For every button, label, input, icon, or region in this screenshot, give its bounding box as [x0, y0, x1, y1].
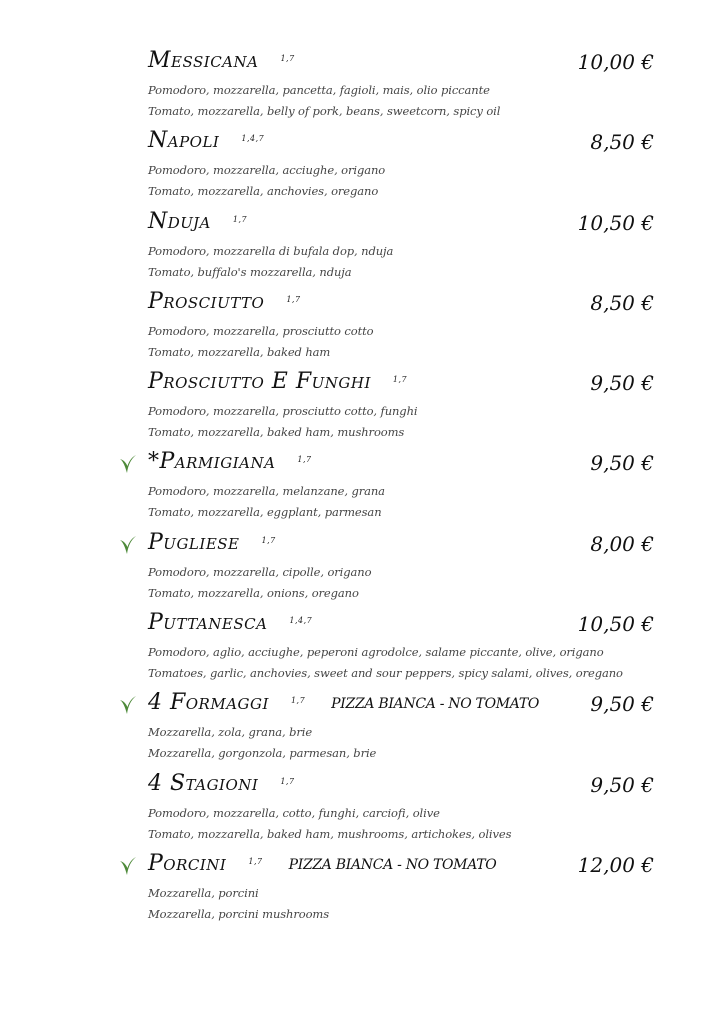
- description-italian: Pomodoro, mozzarella, melanzane, grana: [148, 484, 385, 499]
- menu-item: [0, 363, 724, 443]
- item-note: PIZZA BIANCA - NO TOMATO: [331, 696, 540, 713]
- allergen-codes: 1,4,7: [289, 616, 313, 626]
- vegetarian-leaf-icon: [118, 855, 138, 877]
- item-name: [148, 449, 312, 474]
- item-name-text: Nduja: [148, 208, 211, 234]
- description-english: Tomato, mozzarella, baked ham, mushrooms, artichokes, olives: [148, 826, 512, 841]
- allergen-codes: 1,7: [232, 214, 248, 224]
- description-english: Tomato, mozzarella, eggplant, parmesan: [148, 505, 382, 520]
- item-name-text: 4 Formaggi: [148, 690, 269, 716]
- item-price: 8,50 €: [590, 130, 654, 155]
- vegetarian-leaf-icon: [118, 534, 138, 556]
- item-title-row: [148, 765, 654, 805]
- item-name-text: Pugliese: [148, 529, 240, 555]
- item-name-text: Prosciutto E Funghi: [148, 369, 371, 395]
- menu-item: [0, 765, 724, 845]
- allergen-codes: 1,7: [297, 455, 312, 465]
- item-name-text: Porcini: [148, 850, 227, 876]
- description-english: Tomato, mozzarella, baked ham: [148, 344, 331, 359]
- item-price: 10,50 €: [577, 612, 654, 637]
- menu-item: [0, 122, 724, 202]
- item-name: [148, 369, 407, 394]
- description-english: Tomato, buffalo's mozzarella, nduja: [148, 264, 352, 279]
- description-english: Mozzarella, gorgonzola, parmesan, brie: [148, 746, 377, 761]
- item-price: 8,00 €: [590, 531, 654, 556]
- item-note: PIZZA BIANCA - NO TOMATO: [288, 856, 497, 873]
- item-title-row: [148, 283, 654, 323]
- vegetarian-leaf-icon: [118, 453, 138, 475]
- description-english: Tomato, mozzarella, onions, oregano: [148, 585, 359, 600]
- item-name: [148, 289, 301, 314]
- item-price: 10,00 €: [577, 50, 654, 74]
- menu-item: [0, 604, 724, 684]
- description-italian: Pomodoro, mozzarella, prosciutto cotto, funghi: [148, 404, 418, 419]
- allergen-codes: 1,4,7: [241, 134, 265, 144]
- item-name-text: Puttanesca: [148, 610, 268, 636]
- description-italian: Pomodoro, mozzarella, cotto, funghi, carciofi, olive: [148, 805, 440, 820]
- description-italian: Mozzarella, zola, grana, brie: [148, 725, 313, 740]
- item-name: [148, 610, 312, 635]
- item-name: [148, 771, 295, 796]
- item-title-row: [148, 363, 654, 403]
- menu-item: [0, 443, 724, 523]
- item-name: [148, 209, 247, 234]
- description-italian: Pomodoro, mozzarella, acciughe, origano: [148, 163, 386, 178]
- allergen-codes: 1,7: [248, 856, 263, 866]
- item-price: 9,50 €: [590, 772, 654, 797]
- item-title-row: [148, 203, 654, 243]
- item-name-text: Messicana: [148, 48, 259, 73]
- allergen-codes: 1,7: [290, 696, 306, 706]
- item-name-text: Napoli: [148, 128, 220, 154]
- menu-item: [0, 203, 724, 283]
- allergen-codes: 1,7: [280, 54, 295, 63]
- menu-item: [0, 684, 724, 764]
- item-name: [148, 690, 539, 715]
- item-name-text: Prosciutto: [148, 288, 265, 314]
- vegetarian-leaf-icon: [118, 694, 138, 716]
- item-title-row: [148, 604, 654, 644]
- item-price: 9,50 €: [590, 692, 654, 717]
- item-name-text: 4 Stagioni: [148, 770, 259, 796]
- allergen-codes: 1,7: [392, 375, 408, 385]
- description-italian: Pomodoro, mozzarella di bufala dop, nduja: [148, 243, 394, 258]
- item-price: 9,50 €: [590, 371, 654, 396]
- item-name: [148, 851, 496, 876]
- item-price: 8,50 €: [590, 290, 654, 315]
- description-italian: Pomodoro, mozzarella, cipolle, origano: [148, 564, 372, 579]
- allergen-codes: 1,7: [261, 535, 276, 545]
- allergen-codes: 1,7: [280, 776, 295, 786]
- description-english: Tomatoes, garlic, anchovies, sweet and sour peppers, spicy salami, olives, oregano: [148, 666, 623, 681]
- item-title-row: [148, 845, 654, 885]
- description-italian: Mozzarella, porcini: [148, 885, 259, 900]
- item-title-row: [148, 122, 654, 162]
- description-english: Tomato, mozzarella, anchovies, oregano: [148, 184, 379, 199]
- item-title-row: [148, 443, 654, 483]
- item-name-text: *Parmigiana: [148, 449, 276, 475]
- item-price: 12,00 €: [577, 852, 654, 877]
- menu-item: [0, 283, 724, 363]
- pizza-menu: [0, 42, 724, 925]
- menu-item: [0, 42, 724, 122]
- item-title-row: [148, 684, 654, 724]
- item-price: 10,50 €: [577, 210, 654, 235]
- allergen-codes: 1,7: [286, 294, 301, 304]
- description-italian: Pomodoro, aglio, acciughe, peperoni agrodolce, salame piccante, olive, origano: [148, 645, 604, 660]
- menu-item: [0, 845, 724, 925]
- item-name: [148, 48, 295, 73]
- item-name: [148, 530, 276, 555]
- item-price: 9,50 €: [590, 451, 654, 476]
- description-italian: Pomodoro, mozzarella, prosciutto cotto: [148, 323, 374, 338]
- description-english: Tomato, mozzarella, belly of pork, beans, sweetcorn, spicy oil: [148, 104, 501, 118]
- description-english: Mozzarella, porcini mushrooms: [148, 906, 330, 921]
- menu-item: [0, 524, 724, 604]
- description-english: Tomato, mozzarella, baked ham, mushrooms: [148, 425, 405, 440]
- item-name: [148, 128, 264, 153]
- description-italian: Pomodoro, mozzarella, pancetta, fagioli, mais, olio piccante: [148, 83, 490, 97]
- item-title-row: [148, 42, 654, 82]
- item-title-row: [148, 524, 654, 564]
